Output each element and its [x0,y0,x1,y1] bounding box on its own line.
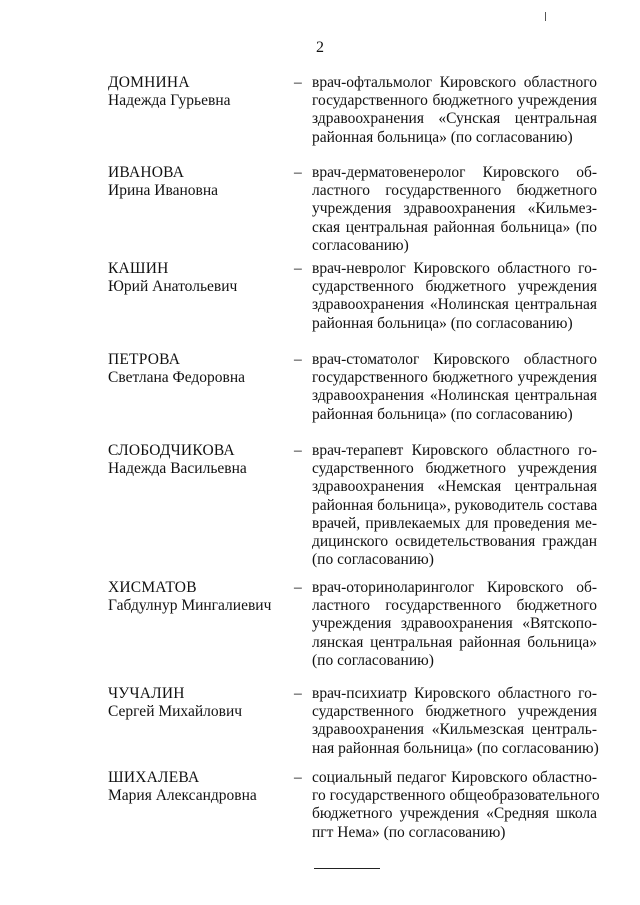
member-name [108,442,288,478]
position-line: врач-оториноларинголог Кировского об- [312,579,597,596]
position-line: учреждения здравоохранения «Вятскопо- [312,615,597,633]
scan-mark [545,12,546,21]
position-line: врачей, привлекаемых для проведения ме- [312,514,597,532]
member-position [312,164,597,255]
member-name [108,579,288,615]
position-line: врач-невролог Кировского областного го- [312,260,597,277]
member-given-name: Надежда Гурьевна [108,92,231,110]
dash-separator: – [294,769,302,786]
position-line: врач-терапевт Кировского областного го- [312,442,597,459]
dash-separator: – [294,579,302,596]
position-line: ластного государственного бюджетного [312,597,597,615]
member-given-name: Светлана Федоровна [108,369,246,387]
position-line: (по согласованию) [312,551,434,569]
position-line: го государственного общеобразовательного [312,787,600,805]
position-line: здравоохранения «Немская центральная [312,478,597,496]
position-line: лянская центральная районная больница» [312,633,597,651]
member-surname: СЛОБОДЧИКОВА [108,442,235,459]
member-given-name: Юрий Анатольевич [108,278,238,296]
page-number: 2 [316,39,324,56]
member-surname: ШИХАЛЕВА [108,769,200,786]
position-line: врач-дерматовенеролог Кировского об- [312,164,597,181]
member-position [312,685,597,758]
member-given-name: Габдулнур Мингалиевич [108,597,272,615]
position-line: (по согласованию) [312,651,434,669]
dash-separator: – [294,351,302,368]
member-surname: КАШИН [108,260,169,277]
dash-separator: – [294,685,302,702]
position-line: здравоохранения «Нолинская центральная [312,387,597,405]
position-line: районная больница», руководитель состава [312,496,598,514]
position-line: здравоохранения «Кильмезская централь- [312,721,597,739]
member-surname: ХИСМАТОВ [108,579,197,596]
position-line: здравоохранения «Нолинская центральная [312,296,597,314]
member-given-name: Мария Александровна [108,787,257,805]
member-surname: ИВАНОВА [108,164,185,181]
position-line: здравоохранения «Сунская центральная [312,110,597,128]
member-name [108,769,288,805]
position-line: врач-стоматолог Кировского областного [312,351,597,368]
position-line: врач-психиатр Кировского областного го- [312,685,597,702]
position-line: районная больница» (по согласованию) [312,128,573,146]
dash-separator: – [294,164,302,181]
member-position [312,579,597,670]
position-line: государственного бюджетного учреждения [312,92,597,110]
dash-separator: – [294,74,302,91]
member-position [312,351,597,424]
member-position [312,74,597,147]
member-position [312,260,597,333]
member-position [312,769,600,842]
member-name [108,685,288,721]
position-line: согласованию) [312,236,409,254]
closing-rule [314,868,380,869]
member-position [312,442,597,569]
position-line: дицинского освидетельствования граждан [312,533,597,551]
dash-separator: – [294,260,302,277]
position-line: районная больница» (по согласованию) [312,314,573,332]
member-name [108,74,288,110]
position-line: врач-офтальмолог Кировского областного [312,74,597,91]
member-name [108,260,288,296]
position-line: сударственного бюджетного учреждения [312,278,597,296]
member-name [108,164,288,200]
position-line: социальный педагог Кировского областно- [312,769,597,786]
member-surname: ЧУЧАЛИН [108,685,185,702]
position-line: сударственного бюджетного учреждения [312,703,597,721]
position-line: бюджетного учреждения «Средняя школа [312,805,597,823]
member-given-name: Надежда Васильевна [108,460,247,478]
position-line: пгт Нема» (по согласованию) [312,823,506,841]
position-line: государственного бюджетного учреждения [312,369,597,387]
member-given-name: Сергей Михайлович [108,703,243,721]
position-line: ластного государственного бюджетного [312,182,597,200]
position-line: сударственного бюджетного учреждения [312,460,597,478]
member-surname: ДОМНИНА [108,74,190,91]
position-line: ская центральная районная больница» (по [312,218,597,236]
member-given-name: Ирина Ивановна [108,182,219,200]
position-line: ная районная больница» (по согласованию) [312,739,599,757]
position-line: районная больница» (по согласованию) [312,405,573,423]
member-name [108,351,288,387]
position-line: учреждения здравоохранения «Кильмез- [312,200,597,218]
member-surname: ПЕТРОВА [108,351,181,368]
dash-separator: – [294,442,302,459]
